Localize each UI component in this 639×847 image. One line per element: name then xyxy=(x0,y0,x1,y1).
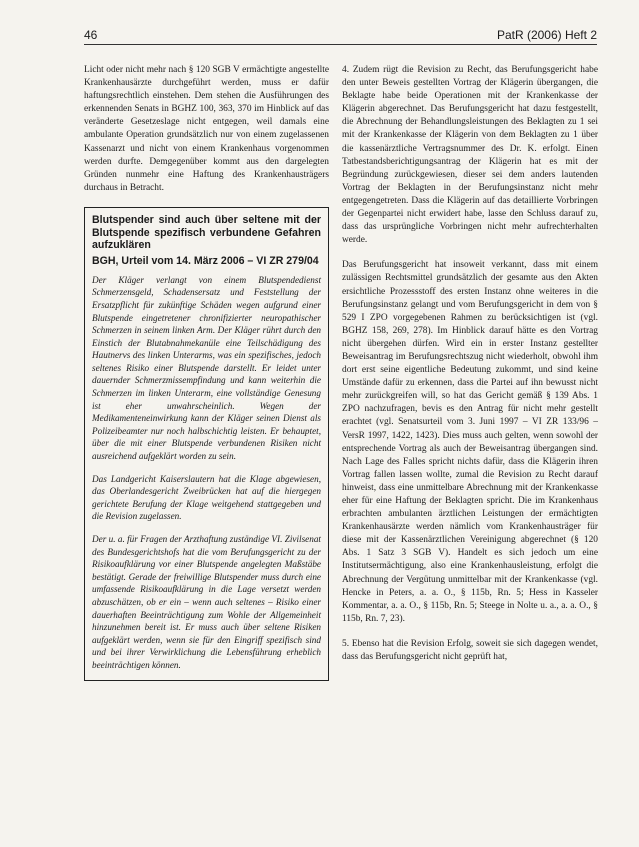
box-paragraph-holding: Der u. a. für Fragen der Arzthaftung zuständige VI. Zivilsenat des Bundesgerichtshofs hat die vom Berufungsgericht zu der Risikoaufklärung vor einer Blutspende angelegten Maßstäbe bestätigt. Gerade der freiwillige Blutspender muss durch eine umfassende Risikoaufklärung in die Lage versetzt werden abzuschätzen, ob er ein – wenn auch seltenes – Risiko einer dauerhaften Beeinträchtigung zum Wohle der Allgemeinheit hinzunehmen bereit ist. Er muss auch über seltene Risiken aufgeklärt werden, wenn sie für den Eingriff spezifisch sind und bei ihrer Verwirklichung die Lebensführung erheblich beeinträchtigen können. xyxy=(92,534,321,670)
right-paragraph-4: 4. Zudem rügt die Revision zu Recht, das Berufungsgericht habe den unter Beweis gestellten Vortrag der Klägerin übergangen, die Beklagte habe beide Operationen mit der Krankenkasse der Klägerin abgerechnet. Das Berufungsgericht hat dazu festgestellt, die Abrechnung der Behandlungsleistungen des Beklagten zu 1 sei mit der Krankenkasse der Klägerin von dem Beklagten zu 1 über die kassenärztliche Vertragsnummer des Dr. K. erfolgt. Einen Tatbestandsberichtigungsantrag der Klägerin hat es mit der Begründung zurückgewiesen, dieser sei dem anders lautenden Vortrag der Beklagten in der Berufungsinstanz nicht mehr entgegengetreten. Dass die Klägerin auf das detaillierte Vorbringen der Gegenpartei nicht erwidert habe, lasse den Schluss darauf zu, dass das ursprüngliche Vorbringen nicht mehr aufrechterhalten werde. xyxy=(342,65,598,246)
box-headline: Blutspender sind auch über seltene mit der Blutspende spezifisch verbundene Gefahren aufzuklären xyxy=(92,213,321,252)
page-number: 46 xyxy=(84,28,98,42)
left-intro-paragraph: Licht oder nicht mehr nach § 120 SGB V ermächtigte angestellte Krankenhausärzte durchgeführt werden, muss er dafür haftungsrechtlich einstehen. Dem stehen die Ausführungen des erkennenden Senats in BGHZ 100, 363, 370 im Hinblick auf das veränderte Gesetzeslage nicht entgegen, weil damals eine ambulante Operation grundsätzlich nur von einem zugelassenen Kassenarzt und nicht von einem Krankenhaus vorgenommen werden durfte. Demgegenüber kommt aus den dargelegten Gründen nunmehr eine Haftung des Krankenhausträgers durchaus in Betracht. xyxy=(84,65,329,193)
running-head: PatR (2006) Heft 2 xyxy=(496,28,597,42)
box-citation: BGH, Urteil vom 14. März 2006 – VI ZR 279/04 xyxy=(92,254,319,267)
ruling-summary-box xyxy=(84,207,329,681)
right-column xyxy=(342,64,598,676)
box-paragraph-facts: Der Kläger verlangt von einem Blutspendedienst Schmerzensgeld, Schadensersatz und Feststellung der Ersatzpflicht für zukünftige Schäden wegen aufgrund einer Blutspende eingetretener chronifizierter neuropathischer Schmerzen in seinem linken Arm. Der Kläger rührt durch den Einstich der Blutabnahmekanüle eine Teilschädigung des Hautnervs des linken Unterarms, was ein spezifisches, jedoch seltenes Risiko einer Blutspende darstellt. Er leidet unter dauernder Schmerzmissempfindung und kann weiterhin die Schmerzen im linken Unterarm, eine vollständige Genesung ist eher unwahrscheinlich. Wegen der Medikamenteneinwirkung kann der Kläger seinen Dienst als Polizeibeamter nur noch halbschichtig leisten. Er behauptet, über die mit einer Blutspende verbundenen Risiken nicht ausreichend aufgeklärt worden zu sein. xyxy=(92,274,321,462)
right-paragraph-5: 5. Ebenso hat die Revision Erfolg, soweit sie sich dagegen wendet, dass das Berufungsgericht nicht geprüft hat, xyxy=(342,638,598,663)
right-paragraph-analysis: Das Berufungsgericht hat insoweit verkannt, dass mit einem zulässigen Rechtsmittel grundsätzlich der gesamte aus den Akten ersichtliche Prozessstoff des ersten Instanz ohne weiteres in die Berufungsinstanz gelangt und vom Berufungsgericht in dem von § 529 I ZPO vorgegebenen Rahmen zu berücksichtigen ist (vgl. BGHZ 158, 269, 278). Im Hinblick darauf hätte es den Vortrag nicht übergehen dürfen. Wird ein in erster Instanz gestellter Beweisantrag im Berufungsrechtszug nicht wiederholt, obwohl ihm dort erst seine eigentliche Bedeutung zukommt, und sind keine Umstände dafür zu erkennen, dass die Partei auf ihn bewusst nicht mehr zurückgreifen will, so hat das Gericht gemäß § 139 Abs. 1 ZPO nachzufragen, bevis es den Antrag für nicht mehr gestellt erachtet (vgl. Senatsurteil vom 3. Juni 1997 – VI ZR 133/96 – VersR 1997, 1422, 1423). Dies muss auch gelten, wenn sowohl der entsprechende Vortrag als auch der Beweisantrag übergangen sind. Nach Lage des Falles spricht nichts dafür, dass die Klägerin ihren Vortrag fallen lassen wollte, zumal die Revision zu Recht darauf hinweist, dass eine unmittelbare Abrechnung mit der Krankenkasse eher für eine Haftung der Beklagten spricht. Die im Krankenhaus erbrachten ambulanten ärztlichen Leistungen der ermächtigten Krankenhausärzte werden nämlich vom Krankenhausträger für diese mit der Kassenärztlichen Vereinigung abgerechnet (§ 120 Abs. 1 Satz 3 SGB V). Handelt es sich jedoch um eine Institutsermächtigung, also eine Krankenhausleistung, erfolgt die Abrechnung der Vergütung unmittelbar mit der Krankenkasse (vgl. Hencke in Peters, a. a. O., § 115b, Rn. 5; Hess in Kasseler Kommentar, a. a. O., § 115b, Rn. 5; Steege in Nolte u. a., a. a. O., § 115b, Rn. 7, 23). xyxy=(342,260,598,624)
left-column xyxy=(84,64,329,681)
page-header xyxy=(84,28,597,45)
box-paragraph-procedure: Das Landgericht Kaiserslautern hat die Klage abgewiesen, das Oberlandesgericht Zweibrücken hat auf die hiergegen gerichtete Berufung der Klage weitgehend stattgegeben und die Revision zugelassen. xyxy=(92,473,321,522)
